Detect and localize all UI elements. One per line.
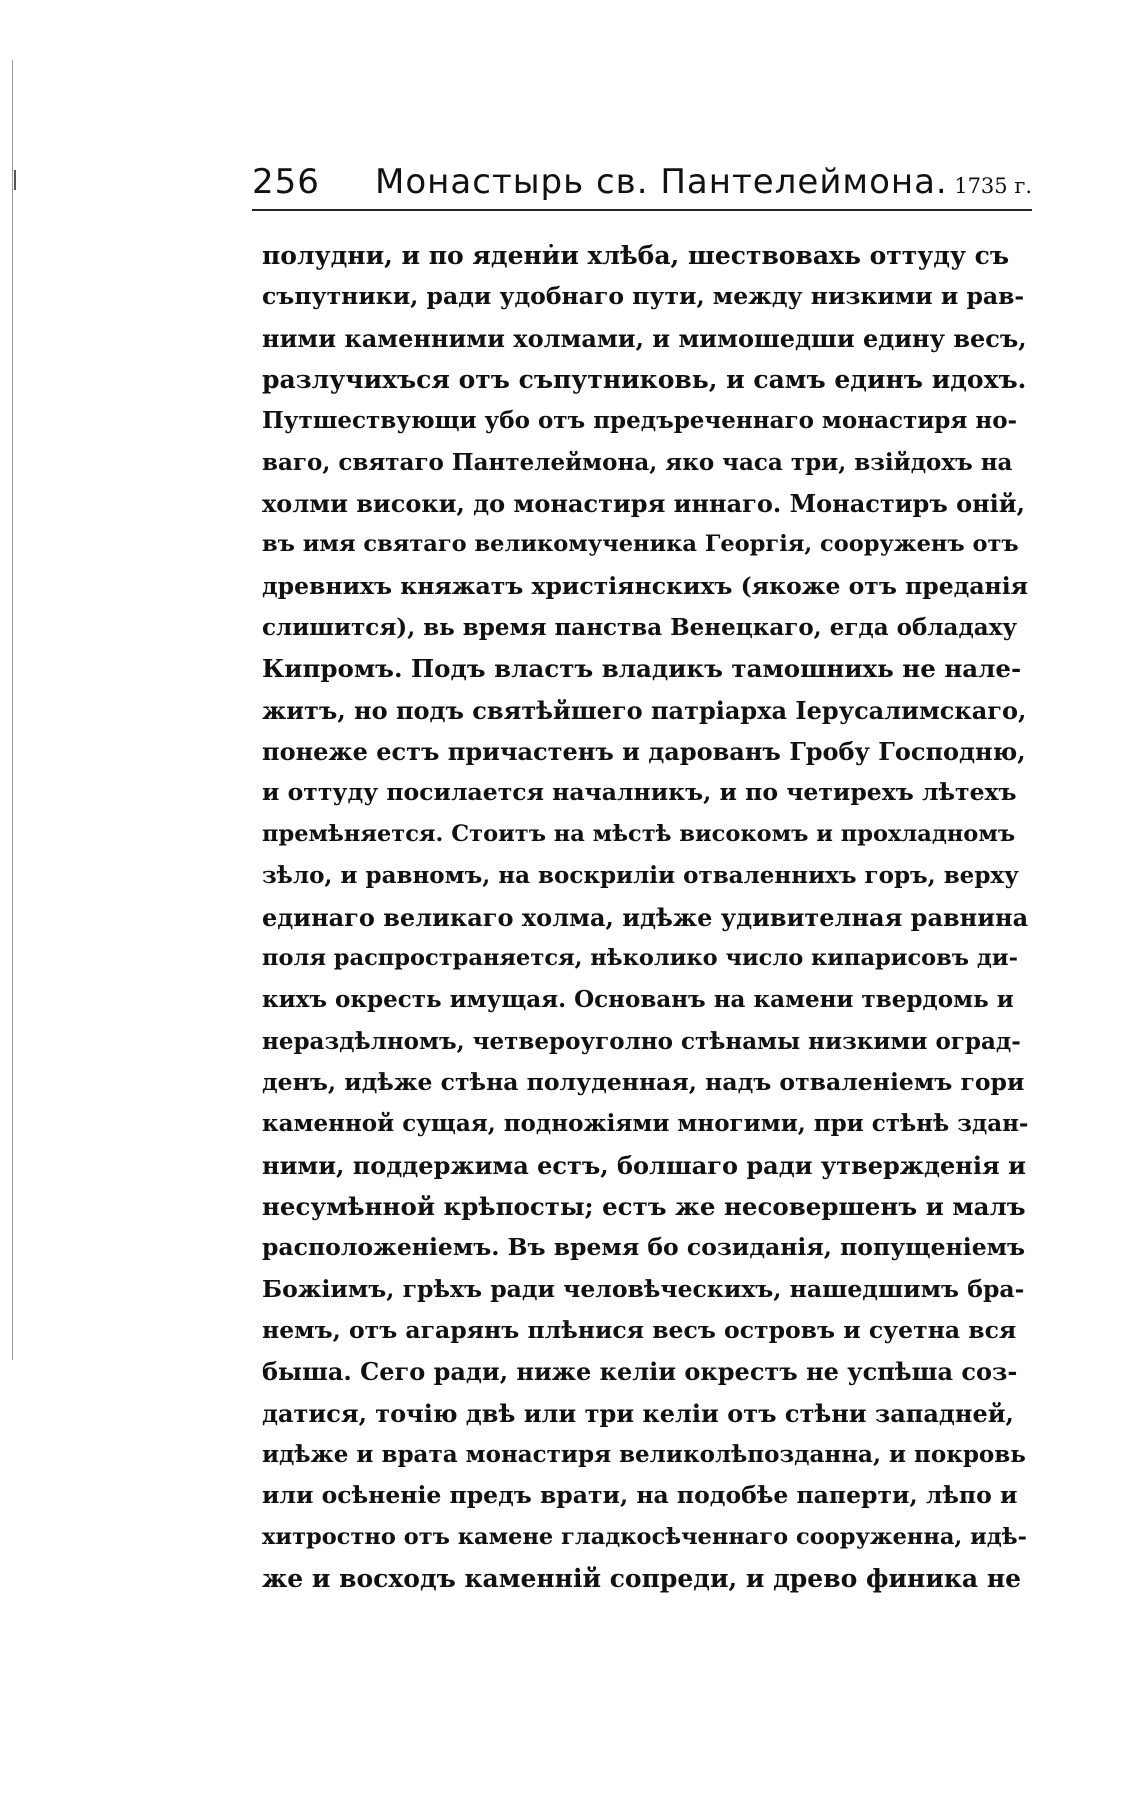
- year-label: 1735 г.: [954, 174, 1032, 198]
- running-title: Монастырь св. Пантелеймона.: [375, 162, 948, 202]
- text-line: древнихъ княжатъ христіянскихъ (якоже отъ преданія: [262, 571, 1029, 600]
- text-line: житъ, но подъ святѣйшего патріарха Іерусалимскаго,: [262, 695, 1027, 725]
- text-line: ваго, святаго Пантелеймона, яко часа три, взійдохъ на: [262, 448, 1013, 476]
- text-line: премѣняется. Стоитъ на мѣстѣ високомъ и прохладномъ: [262, 820, 1016, 847]
- text-line: ними, поддержима естъ, болшаго ради утвержденія и: [262, 1150, 1026, 1180]
- scan-edge-line: [12, 60, 13, 1360]
- text-line: быша. Сего ради, ниже келіи окрестъ не успѣша соз-: [262, 1357, 1018, 1387]
- text-line: несумѣнной крѣпосты; естъ же несовершенъ и малъ: [262, 1191, 1026, 1221]
- text-line: понеже естъ причастенъ и дарованъ Гробу Господню,: [262, 737, 1026, 767]
- page-header: [252, 152, 1032, 212]
- text-line: расположеніемъ. Въ время бо созиданія, попущеніемъ: [262, 1233, 1026, 1262]
- text-line: каменной сущая, подножіями многими, при стѣнѣ здан-: [262, 1110, 1029, 1138]
- body-text: [262, 235, 1032, 1599]
- text-line: или осѣненіе предъ врати, на подобѣе паперти, лѣпо и: [262, 1481, 1018, 1510]
- text-line: хитростно отъ камене гладкосѣченнаго сооруженна, идѣ-: [262, 1523, 1027, 1550]
- text-line: Кипромъ. Подъ властъ владикъ тамошнихь не нале-: [262, 654, 1022, 684]
- text-line: идѣже и врата монастиря великолѣпозданна, и покровь: [262, 1440, 1026, 1468]
- text-line: и оттуду посилается началникъ, и по четирехъ лѣтехъ: [262, 778, 1017, 807]
- text-line: немъ, отъ агарянъ плѣнися весъ островъ и суетна вся: [262, 1315, 1017, 1344]
- text-line: кихъ окресть имущая. Основанъ на камени твердомь и: [262, 986, 1014, 1014]
- text-line: съпутники, ради удобнаго пути, между низкими и рав-: [262, 282, 1025, 311]
- scan-edge-mark: [14, 170, 16, 190]
- text-line: въ имя святаго великомученика Георгія, сооруженъ отъ: [262, 531, 1019, 558]
- text-line: датися, точію двѣ или три келіи отъ стѣни западней,: [262, 1398, 1014, 1428]
- text-line: Божіимъ, грѣхъ ради человѣческихъ, нашедшимъ бра-: [262, 1274, 1025, 1303]
- text-line: холми високи, до монастиря иннаго. Монастиръ оній,: [262, 489, 1025, 519]
- header-rule: [252, 209, 1032, 211]
- text-line: нераздѣлномъ, четвероуголно стѣнамы низкими оград-: [262, 1027, 1021, 1055]
- text-line: зѣло, и равномъ, на воскриліи отваленнихъ горъ, верху: [262, 862, 1019, 890]
- text-line: Путшествующи убо отъ предъреченнаго монастиря но-: [262, 407, 1018, 435]
- text-line: поля распространяется, нѣколико число кипарисовъ ди-: [262, 944, 1018, 971]
- text-line: ними каменними холмами, и мимошедши едину весъ,: [262, 323, 1027, 353]
- page-number: 256: [252, 162, 320, 202]
- text-line: слишится), вь время панства Венецкаго, егда обладаху: [262, 614, 1018, 642]
- text-line: разлучихъся отъ съпутниковь, и самъ единъ идохъ.: [262, 365, 1027, 395]
- text-line: же и восходъ каменній сопреди, и древо финика не: [262, 1564, 1022, 1593]
- text-line: единаго великаго холма, идѣже удивителная равнина: [262, 902, 1029, 932]
- text-line: полудни, и по ядени̇и хлѣба, шествовахь оттуду съ: [262, 241, 1010, 270]
- text-line: денъ, идѣже стѣна полуденная, надъ отваленіемъ гори: [262, 1067, 1025, 1096]
